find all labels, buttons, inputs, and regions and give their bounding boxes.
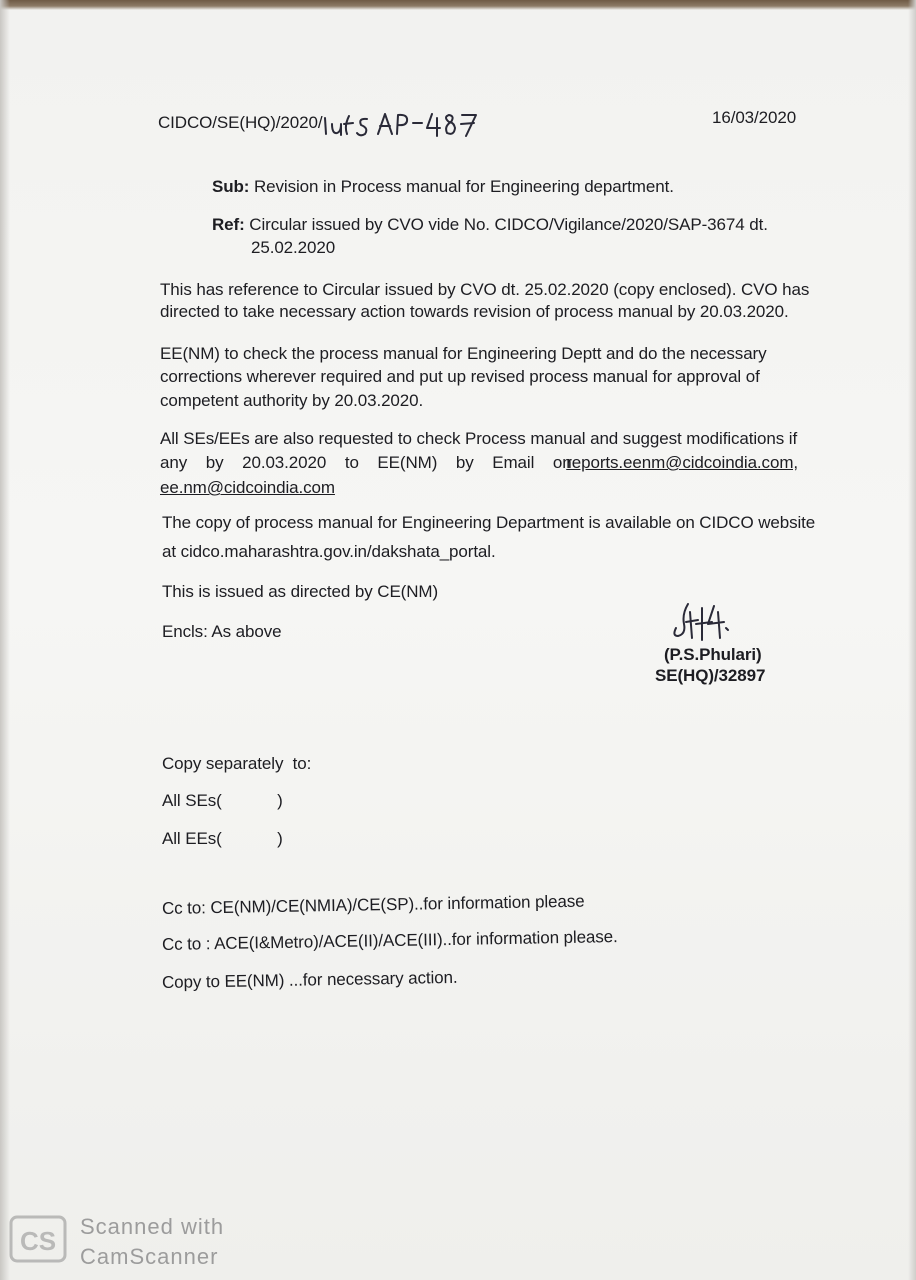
para2-line3: competent authority by 20.03.2020. (160, 391, 424, 410)
watermark-line1: Scanned with (80, 1214, 225, 1239)
para4-line2: at cidco.maharashtra.gov.in/dakshata_portal. (162, 542, 496, 561)
reference-line (212, 214, 768, 236)
para2-line2: corrections wherever required and put up revised process manual for approval of (160, 367, 760, 386)
para2-line1: EE(NM) to check the process manual for Engineering Deptt and do the necessary (160, 344, 767, 363)
scan-right-shadow (908, 0, 916, 1280)
subject-label: Sub: (212, 177, 250, 196)
handwritten-signature (668, 598, 748, 648)
cc-line-2: Cc to : ACE(I&Metro)/ACE(II)/ACE(III)..for information please. (161, 927, 618, 954)
scan-top-edge (0, 0, 916, 10)
cc-line-1: Cc to: CE(NM)/CE(NMIA)/CE(SP)..for information please (161, 891, 585, 918)
copy-item-all-ses: All SEs( ) (162, 791, 283, 810)
camscanner-logo-icon (8, 1214, 68, 1264)
camscanner-logo-text: CS (19, 1226, 57, 1256)
copy-item-all-ees: All EEs( ) (162, 829, 283, 848)
para1-line1: This has reference to Circular issued by CVO dt. 25.02.2020 (copy enclosed). CVO has (160, 280, 810, 299)
email-link-reports[interactable]: reports.eenm@cidcoindia.com, (566, 453, 798, 472)
para3-line2-text: any by 20.03.2020 to EE(NM) by Email on (160, 453, 572, 472)
signatory-name: (P.S.Phulari) (664, 645, 762, 664)
ref-label: Ref: (212, 215, 245, 234)
email-link-eenm[interactable]: ee.nm@cidcoindia.com (160, 478, 335, 497)
letter-date: 16/03/2020 (712, 108, 797, 127)
para1-line2: directed to take necessary action towards revision of process manual by 20.03.2020. (160, 302, 789, 321)
para3-line2 (160, 452, 798, 474)
para4-line1: The copy of process manual for Engineering Department is available on CIDCO website (162, 513, 816, 532)
signatory-designation: SE(HQ)/32897 (655, 666, 766, 685)
subject-text: Revision in Process manual for Engineering department. (254, 177, 674, 196)
enclosures-line: Encls: As above (162, 622, 282, 641)
reference-number: CIDCO/SE(HQ)/2020/ (158, 113, 323, 132)
cc-line-3: Copy to EE(NM) ...for necessary action. (161, 967, 458, 992)
ref-text-line2: 25.02.2020 (251, 238, 336, 257)
handwritten-reference (322, 106, 492, 140)
ref-text-line1: Circular issued by CVO vide No. CIDCO/Vigilance/2020/SAP-3674 dt. (249, 215, 768, 234)
issued-line: This is issued as directed by CE(NM) (162, 582, 439, 601)
scan-left-shadow (0, 0, 10, 1280)
subject-line (212, 176, 674, 198)
para3-line1: All SEs/EEs are also requested to check Process manual and suggest modifications if (160, 429, 798, 448)
watermark-line2: CamScanner (80, 1244, 219, 1269)
copy-separately-heading: Copy separately to: (162, 754, 312, 773)
